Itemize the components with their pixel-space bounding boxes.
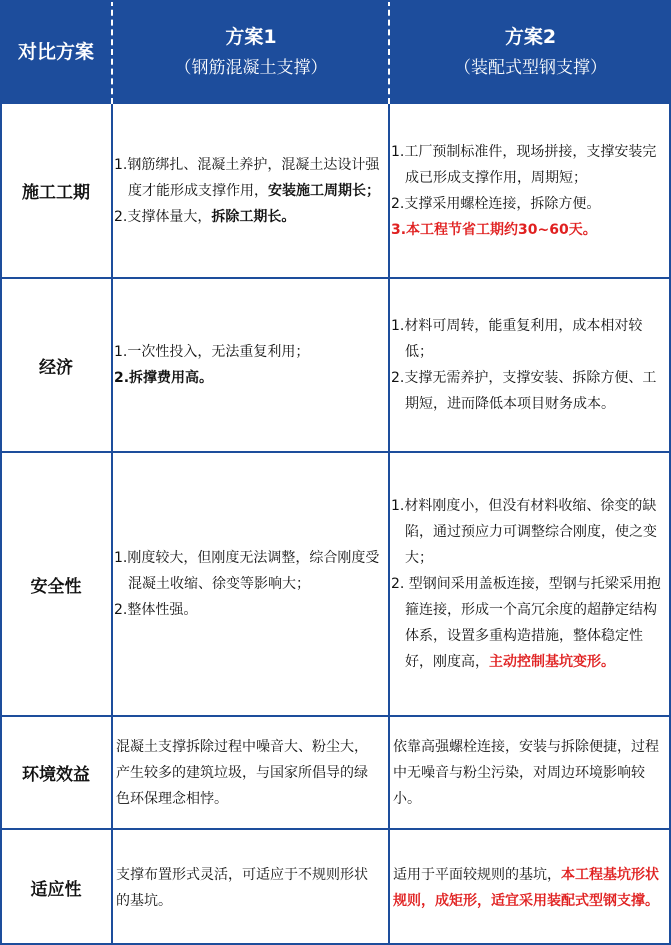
safety-plan2-cell [391, 453, 667, 715]
header-col0-label: 对比方案 [17, 41, 94, 63]
economy-plan2-item-1: 1.材料可周转，能重复利用，成本相对较低； [391, 318, 643, 360]
row-label-economy: 经济 [39, 357, 73, 378]
table-header [0, 0, 671, 104]
adaptability-plan1-cell [116, 830, 386, 945]
header-plan1-title: 方案1 [225, 26, 277, 48]
row-label-environment: 环境效益 [22, 765, 90, 785]
adaptability-plan1-text: 支撑布置形式灵活，可适应于不规则形状的基坑。 [116, 866, 368, 909]
schedule-plan2-item-1: 1.工厂预制标准件，现场拼接，支撑安装完成已形成支撑作用，周期短； [391, 143, 657, 186]
header-plan1-subtitle: （钢筋混凝土支撑） [174, 58, 328, 78]
economy-plan1-item-1: 1.一次性投入，无法重复利用； [114, 344, 310, 360]
schedule-plan1-item-2: 2.支撑体量大，拆除工期长。 [114, 208, 296, 225]
adaptability-plan2-cell [393, 830, 667, 945]
row-label-adaptability: 适应性 [30, 880, 82, 900]
schedule-plan2-item-2: 2.支撑采用螺栓连接，拆除方便。 [391, 195, 601, 212]
environment-plan1-cell [116, 717, 386, 828]
header-col-plan1 [113, 0, 389, 104]
environment-plan2-text: 依靠高强螺栓连接，安装与拆除便捷，过程中无噪音与粉尘污染，对周边环境影响较小。 [393, 738, 659, 807]
economy-plan2-item-2: 2.支撑无需养护，支撑安装、拆除方便、工期短，进而降低本项目财务成本。 [391, 370, 657, 412]
economy-plan2-cell [391, 279, 667, 451]
schedule-plan1-cell [114, 104, 386, 277]
header-col-compare [0, 0, 112, 104]
schedule-plan2-item-3: 3.本工程节省工期约30~60天。 [391, 221, 597, 238]
safety-plan1-item-2: 2.整体性强。 [114, 602, 198, 618]
safety-plan1-cell [114, 453, 386, 715]
economy-plan1-cell [114, 279, 386, 451]
row-label-safety: 安全性 [30, 576, 82, 597]
environment-plan2-cell [393, 717, 667, 828]
safety-plan2-item-1: 1.材料刚度小，但没有材料收缩、徐变的缺陷，通过预应力可调整综合刚度，使之变大； [391, 498, 657, 566]
schedule-plan1-item-1: 1.钢筋绑扎、混凝土养护，混凝土达设计强度才能形成支撑作用，安装施工周期长； [114, 156, 380, 199]
economy-plan1-item-2: 2.拆撑费用高。 [114, 370, 214, 386]
row-label-schedule: 施工工期 [22, 183, 90, 203]
header-plan2-subtitle: （装配式型钢支撑） [454, 58, 607, 78]
safety-plan2-item-2: 2. 型钢间采用盖板连接，型钢与托梁采用抱箍连接，形成一个高冗余度的超静定结构体系，设置多重构造措施，整体稳定性好，刚度高，主动控制基坑变形。 [391, 576, 661, 670]
header-plan2-title: 方案2 [504, 26, 557, 48]
schedule-plan2-cell [391, 104, 667, 277]
header-col-plan2 [390, 0, 671, 104]
safety-plan1-item-1: 1.刚度较大，但刚度无法调整，综合刚度受混凝土收缩、徐变等影响大； [114, 550, 380, 592]
environment-plan1-text: 混凝土支撑拆除过程中噪音大、粉尘大，产生较多的建筑垃圾，与国家所倡导的绿色环保理念相悖。 [116, 738, 368, 807]
adaptability-plan2-text: 适用于平面较规则的基坑，本工程基坑形状规则，成矩形，适宜采用装配式型钢支撑。 [393, 866, 659, 909]
